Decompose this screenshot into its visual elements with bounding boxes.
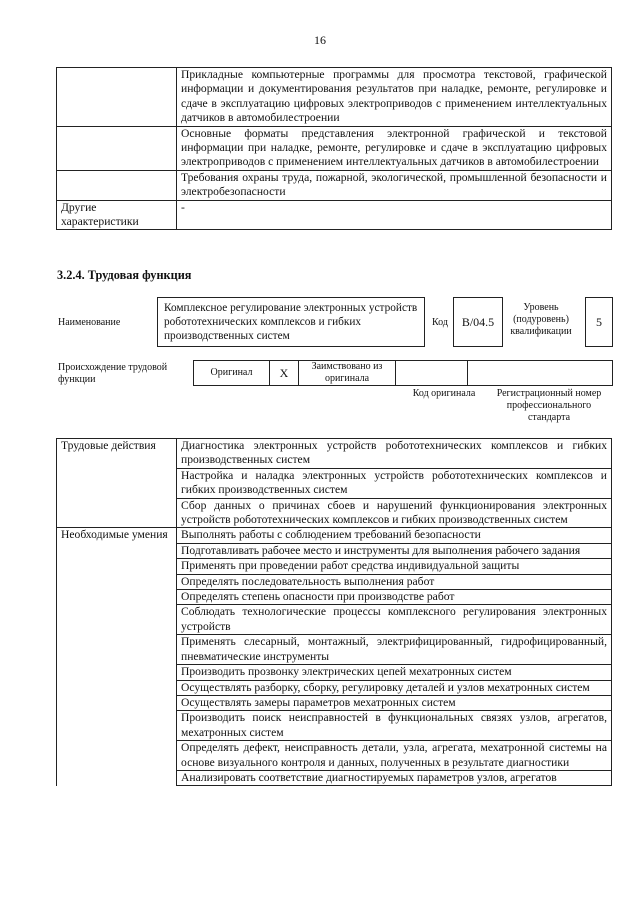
row-label (57, 126, 177, 170)
labor-actions-label: Трудовые действия (57, 439, 177, 528)
labor-action-item: Настройка и наладка электронных устройств робототехнических комплексов и гибких производственных систем (177, 468, 612, 498)
name-label: Наименование (58, 317, 121, 328)
required-skills-label: Необходимые умения (57, 528, 177, 786)
skill-item: Осуществлять разборку, сборку, регулировку деталей и узлов мехатронных систем (177, 680, 612, 695)
table-row (57, 68, 612, 127)
table-row (57, 170, 612, 200)
row-text: Прикладные компьютерные программы для просмотра текстовой, графической информации и документирования результатов при наладке, ремонте, регулировке и сдаче в эксплуатацию цифровых электроприводов с применением интеллектуальных датчиков в автомобилестроении (177, 68, 612, 127)
qualification-level-label: Уровень (подуровень) квалификации (510, 302, 572, 337)
skill-item: Соблюдать технологические процессы комплексного регулирования электронных устройств (177, 605, 612, 635)
skill-item: Производить прозвонку электрических цепей мехатронных систем (177, 665, 612, 680)
origin-reg-cell (468, 361, 613, 386)
table-row (57, 126, 612, 170)
borrowed-label: Заимствовано из оригинала (299, 361, 396, 386)
labor-function-table (56, 438, 612, 786)
skill-item: Производить поиск неисправностей в функциональных связях узлов, агрегатов, мехатронных систем (177, 711, 612, 741)
page-number: 16 (314, 33, 326, 47)
other-characteristics-value: - (177, 200, 612, 230)
origin-code-caption: Код оригинала (412, 388, 476, 399)
origin-table (193, 360, 613, 386)
qualification-level-box: 5 (585, 297, 613, 347)
skill-item: Осуществлять замеры параметров мехатронных систем (177, 695, 612, 710)
original-label: Оригинал (194, 361, 270, 386)
table-row (57, 200, 612, 230)
function-name-box: Комплексное регулирование электронных устройств робототехнических комплексов и гибких производственных систем (157, 297, 425, 347)
section-heading: 3.2.4. Трудовая функция (57, 268, 192, 282)
function-code-box: B/04.5 (453, 297, 503, 347)
row-label (57, 170, 177, 200)
row-text: Требования охраны труда, пожарной, экологической, промышленной безопасности и электробезопасности (177, 170, 612, 200)
original-mark: X (270, 361, 299, 386)
other-characteristics-label: Другие характеристики (57, 200, 177, 230)
row-label (57, 68, 177, 127)
table-row (57, 439, 612, 469)
skill-item: Анализировать соответствие диагностируемых параметров узлов, агрегатов (177, 770, 612, 785)
origin-reg-caption: Регистрационный номер профессионального стандарта (496, 388, 602, 423)
skill-item: Подготавливать рабочее место и инструменты для выполнения рабочего задания (177, 543, 612, 558)
table-row (57, 528, 612, 543)
origin-label: Происхождение трудовой функции (58, 362, 168, 385)
skill-item: Определять дефект, неисправность детали, узла, агрегата, мехатронной системы на основе визуального контроля и данных, полученных в результате диагностики (177, 741, 612, 771)
skill-item: Определять последовательность выполнения работ (177, 574, 612, 589)
skill-item: Выполнять работы с соблюдением требований безопасности (177, 528, 612, 543)
code-label: Код (432, 317, 448, 328)
skill-item: Определять степень опасности при производстве работ (177, 590, 612, 605)
skill-item: Применять при проведении работ средства индивидуальной защиты (177, 559, 612, 574)
labor-action-item: Сбор данных о причинах сбоев и нарушений функционирования электронных устройств робототехнических комплексов и гибких производственных систем (177, 498, 612, 528)
origin-code-cell (396, 361, 468, 386)
table-row (194, 361, 613, 386)
knowledge-table-continuation (56, 67, 612, 230)
labor-action-item: Диагностика электронных устройств робототехнических комплексов и гибких производственных систем (177, 439, 612, 469)
row-text: Основные форматы представления электронной графической и текстовой информации при наладке, ремонте, регулировке и сдаче в эксплуатацию цифровых электроприводов с применением интеллектуальных датчиков в автомобилестроении (177, 126, 612, 170)
skill-item: Применять слесарный, монтажный, электрифицированный, гидрофицированный, пневматические инструменты (177, 635, 612, 665)
